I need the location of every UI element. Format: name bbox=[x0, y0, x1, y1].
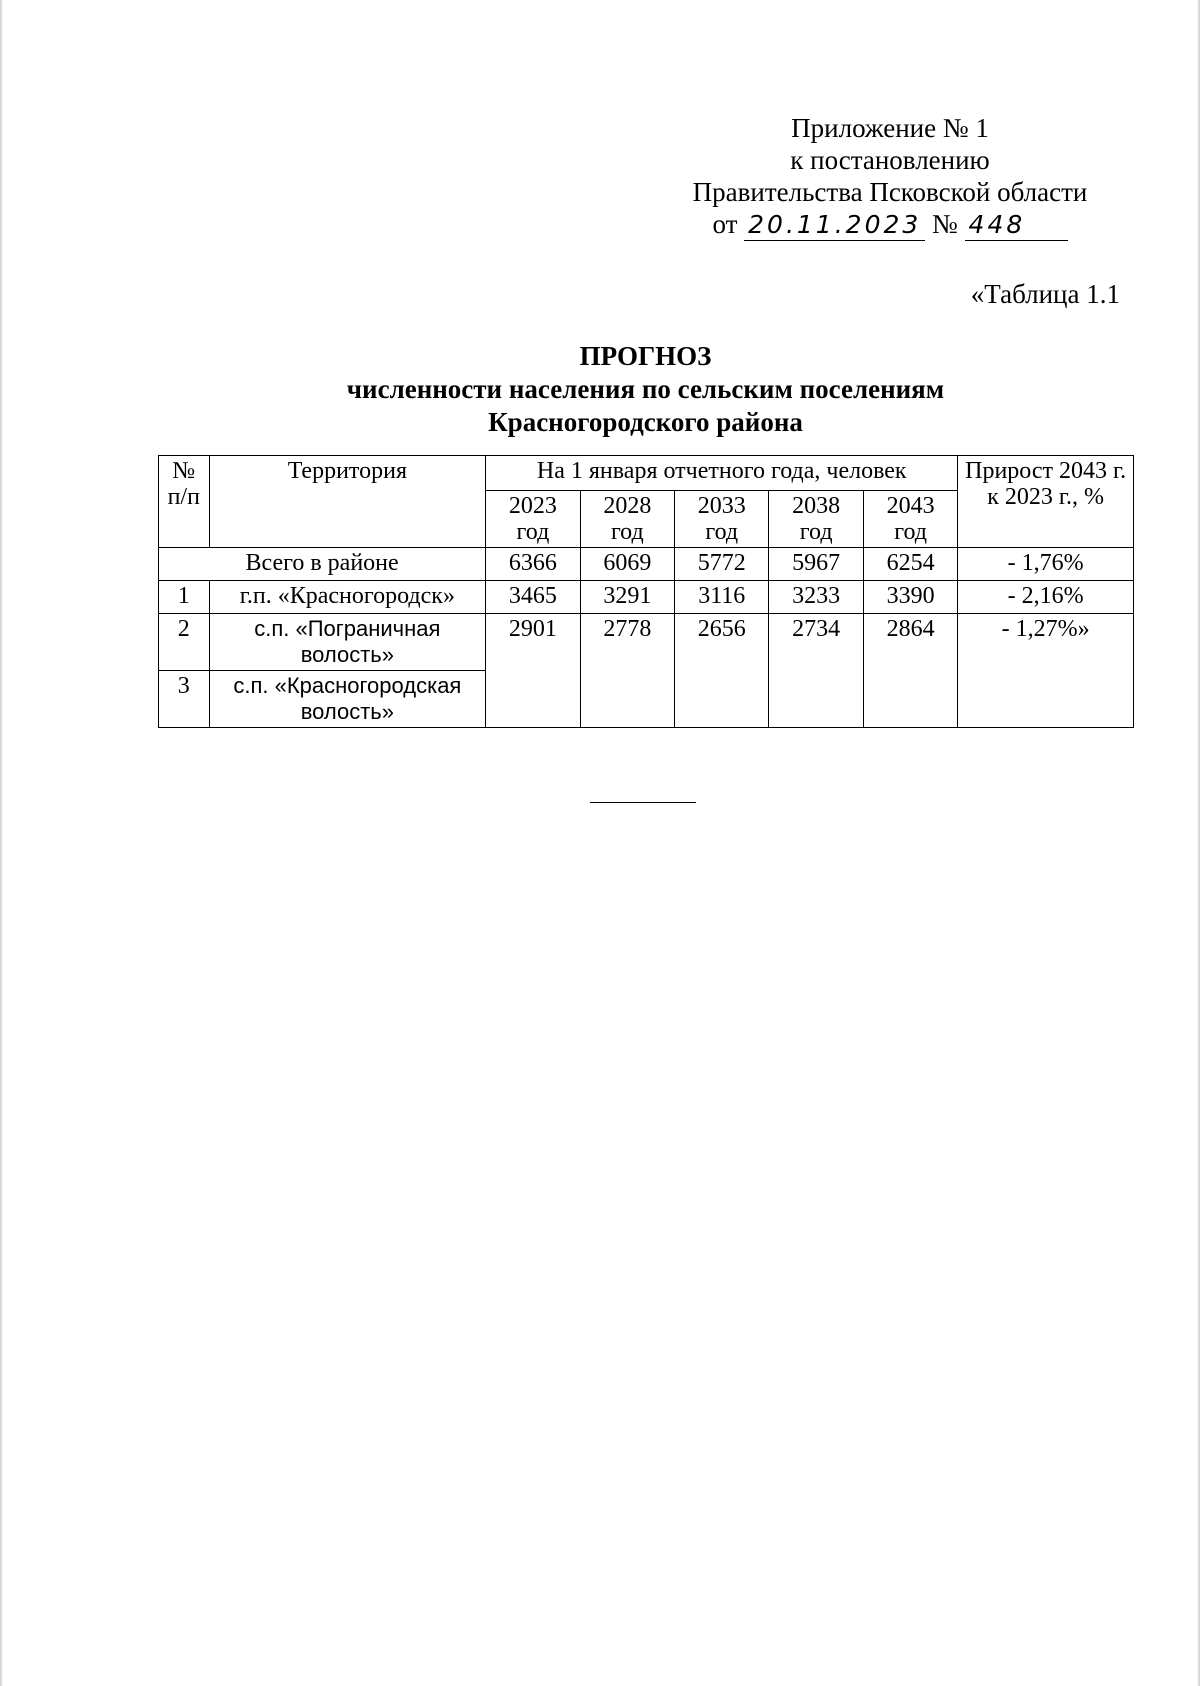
table-row bbox=[159, 614, 1134, 671]
table-cell: 6254 bbox=[863, 548, 957, 581]
table-cell-growth: - 1,76% bbox=[958, 548, 1134, 581]
table-cell: 3116 bbox=[675, 581, 769, 614]
attachment-header bbox=[660, 112, 1120, 241]
table-label: «Таблица 1.1 bbox=[970, 279, 1120, 309]
row-territory: с.п. «Пограничная волость» bbox=[209, 614, 486, 671]
table-row-total bbox=[159, 548, 1134, 581]
handwritten-number: 448 bbox=[965, 210, 1068, 241]
table-cell: 3233 bbox=[769, 581, 863, 614]
number-sign: № bbox=[932, 209, 958, 239]
table-cell-growth: - 2,16% bbox=[958, 581, 1134, 614]
header-year: 2028 год bbox=[580, 491, 674, 548]
end-of-document-rule bbox=[590, 802, 696, 803]
row-territory: с.п. «Красногородская волость» bbox=[209, 671, 486, 728]
attachment-line-2: к постановлению bbox=[790, 145, 990, 175]
attachment-date-row bbox=[660, 208, 1120, 241]
row-territory: г.п. «Красногородск» bbox=[209, 581, 486, 614]
attachment-line-3: Правительства Псковской области bbox=[692, 177, 1088, 207]
total-label: Всего в районе bbox=[159, 548, 486, 581]
table-cell: 2656 bbox=[675, 614, 769, 728]
scan-edge-left bbox=[0, 0, 3, 1686]
row-num: 3 bbox=[159, 671, 210, 728]
table-row bbox=[159, 581, 1134, 614]
title-line-2: численности населения по сельским поселениям bbox=[346, 374, 945, 404]
table-cell-growth: - 1,27%» bbox=[958, 614, 1134, 728]
header-year: 2038 год bbox=[769, 491, 863, 548]
header-year: 2023 год bbox=[486, 491, 580, 548]
document-title bbox=[158, 340, 1133, 439]
table-header-row-1 bbox=[159, 456, 1134, 491]
table-cell: 5967 bbox=[769, 548, 863, 581]
population-forecast-table bbox=[158, 455, 1134, 728]
table-cell: 2778 bbox=[580, 614, 674, 728]
header-group: На 1 января отчетного года, человек bbox=[486, 456, 958, 491]
header-year: 2033 год bbox=[675, 491, 769, 548]
header-year: 2043 год bbox=[863, 491, 957, 548]
title-line-3: Красногородского района bbox=[488, 407, 803, 437]
row-num: 2 bbox=[159, 614, 210, 671]
table-cell: 2901 bbox=[486, 614, 580, 728]
header-territory: Территория bbox=[209, 456, 486, 548]
attachment-line-1: Приложение № 1 bbox=[791, 113, 989, 143]
header-num: № п/п bbox=[159, 456, 210, 548]
row-num: 1 bbox=[159, 581, 210, 614]
handwritten-date: 20.11.2023 bbox=[744, 210, 925, 241]
header-growth: Прирост 2043 г. к 2023 г., % bbox=[958, 456, 1134, 548]
table-cell: 3390 bbox=[863, 581, 957, 614]
table-cell: 6366 bbox=[486, 548, 580, 581]
table-cell: 2734 bbox=[769, 614, 863, 728]
table-cell: 2864 bbox=[863, 614, 957, 728]
table-cell: 5772 bbox=[675, 548, 769, 581]
title-line-1: ПРОГНОЗ bbox=[579, 341, 712, 371]
date-prefix: от bbox=[712, 209, 738, 239]
table-cell: 3465 bbox=[486, 581, 580, 614]
table-cell: 3291 bbox=[580, 581, 674, 614]
table-cell: 6069 bbox=[580, 548, 674, 581]
